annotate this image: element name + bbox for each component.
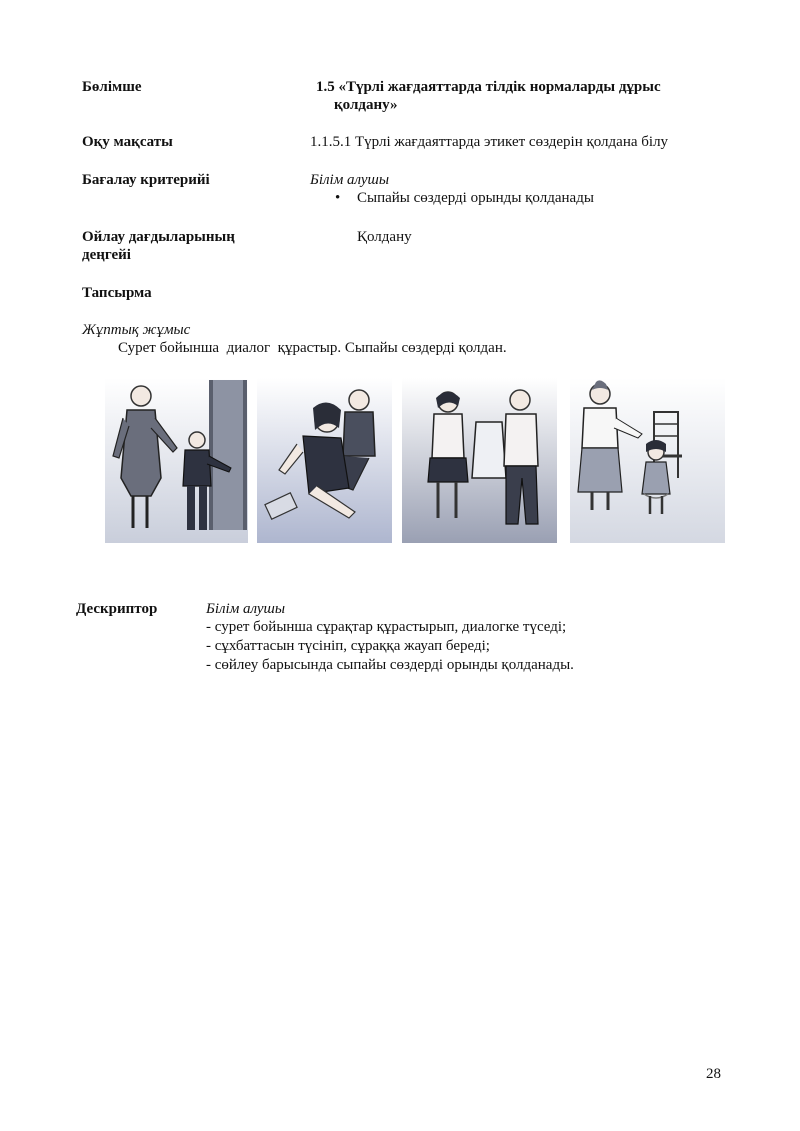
objective-value: 1.1.5.1 Түрлі жағдаяттарда этикет сөздерін қолдана білу [310, 134, 669, 150]
criteria-bullet: Сыпайы сөздерді орынды қолданады [357, 190, 594, 206]
section-label: Бөлімше [82, 79, 142, 95]
descriptor-label: Дескриптор [76, 601, 158, 617]
thinking-label-line2: деңгейі [82, 247, 131, 263]
illustration-teacher-boy [105, 378, 248, 543]
task-heading: Тапсырма [82, 285, 152, 301]
descriptor-item: - сурет бойынша сұрақтар құрастырып, диалогке түседі; [206, 619, 567, 635]
criteria-label: Бағалау критерийі [82, 172, 210, 188]
thinking-label-line1: Ойлау дағдыларының [82, 229, 235, 245]
illustration-jacket [402, 378, 557, 543]
section-value-line1: 1.5 «Түрлі жағдаяттарда тілдік нормаларды дұрыс [316, 79, 661, 95]
illustration-helping-girl [257, 378, 392, 543]
bullet-icon: • [335, 190, 341, 206]
section-value-line2: қолдану» [334, 97, 398, 113]
task-instruction: Сурет бойынша диалог құрастыр. Сыпайы сөздерді қолдан. [118, 340, 507, 356]
illustration-strip [105, 378, 725, 543]
descriptor-intro: Білім алушы [206, 601, 286, 617]
task-mode: Жұптық жұмыс [82, 322, 191, 338]
descriptor-item: - сұхбаттасын түсініп, сұраққа жауап береді; [206, 638, 490, 654]
illustration-woman-girl [570, 378, 725, 543]
thinking-value: Қолдану [357, 229, 412, 245]
descriptor-item: - сөйлеу барысында сыпайы сөздерді орынды қолданады. [206, 657, 574, 673]
objective-label: Оқу мақсаты [82, 134, 173, 150]
criteria-intro: Білім алушы [310, 172, 390, 188]
page-number: 28 [706, 1066, 721, 1082]
